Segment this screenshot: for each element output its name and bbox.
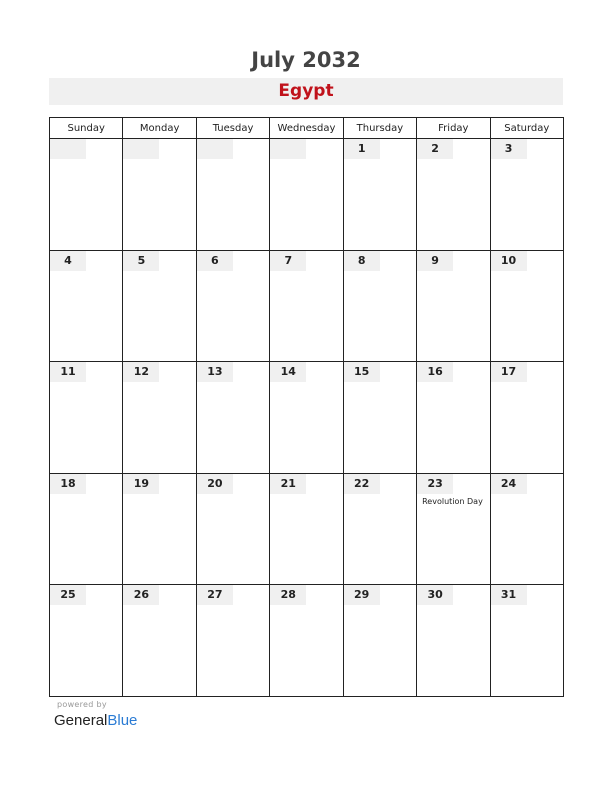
day-number: 28 bbox=[270, 585, 306, 605]
day-cell bbox=[490, 585, 563, 697]
calendar-grid bbox=[49, 117, 564, 697]
day-number: 10 bbox=[491, 251, 527, 271]
day-cell bbox=[50, 585, 123, 697]
day-number bbox=[50, 139, 86, 159]
day-number: 6 bbox=[197, 251, 233, 271]
day-number: 30 bbox=[417, 585, 453, 605]
day-number: 14 bbox=[270, 362, 306, 382]
day-cell bbox=[490, 362, 563, 474]
day-number bbox=[270, 139, 306, 159]
day-number: 23 bbox=[417, 474, 453, 494]
day-number: 31 bbox=[491, 585, 527, 605]
day-number: 11 bbox=[50, 362, 86, 382]
day-number: 21 bbox=[270, 474, 306, 494]
day-number: 4 bbox=[50, 251, 86, 271]
day-cell bbox=[196, 139, 269, 251]
day-number: 13 bbox=[197, 362, 233, 382]
week-row bbox=[50, 250, 564, 362]
country-name: Egypt bbox=[49, 78, 563, 105]
day-cell bbox=[417, 250, 490, 362]
day-cell bbox=[50, 250, 123, 362]
day-number: 17 bbox=[491, 362, 527, 382]
day-cell bbox=[270, 473, 343, 585]
weekday-monday: Monday bbox=[123, 118, 196, 139]
weekday-sunday: Sunday bbox=[50, 118, 123, 139]
day-number: 8 bbox=[344, 251, 380, 271]
day-cell bbox=[196, 250, 269, 362]
day-cell bbox=[417, 473, 490, 585]
day-cell bbox=[343, 585, 416, 697]
holiday-label: Revolution Day bbox=[422, 496, 483, 506]
day-number: 25 bbox=[50, 585, 86, 605]
weekday-thursday: Thursday bbox=[343, 118, 416, 139]
weekday-tuesday: Tuesday bbox=[196, 118, 269, 139]
day-cell bbox=[343, 139, 416, 251]
weekday-friday: Friday bbox=[417, 118, 490, 139]
day-number: 5 bbox=[123, 251, 159, 271]
day-number: 29 bbox=[344, 585, 380, 605]
day-cell bbox=[50, 139, 123, 251]
day-number: 19 bbox=[123, 474, 159, 494]
day-number bbox=[197, 139, 233, 159]
day-cell bbox=[490, 473, 563, 585]
day-cell bbox=[417, 362, 490, 474]
logo-general: General bbox=[54, 712, 108, 729]
day-number: 16 bbox=[417, 362, 453, 382]
day-number: 24 bbox=[491, 474, 527, 494]
logo-blue: Blue bbox=[107, 712, 138, 729]
day-cell bbox=[50, 362, 123, 474]
day-cell bbox=[196, 585, 269, 697]
weekday-header-row bbox=[50, 118, 564, 139]
generalblue-logo bbox=[54, 712, 137, 729]
day-number: 18 bbox=[50, 474, 86, 494]
week-row bbox=[50, 362, 564, 474]
week-row bbox=[50, 139, 564, 251]
powered-by-text: powered by bbox=[57, 700, 107, 709]
weekday-saturday: Saturday bbox=[490, 118, 563, 139]
day-cell bbox=[343, 250, 416, 362]
day-cell bbox=[123, 250, 196, 362]
day-number: 3 bbox=[491, 139, 527, 159]
day-cell bbox=[417, 139, 490, 251]
day-number: 27 bbox=[197, 585, 233, 605]
day-number: 1 bbox=[344, 139, 380, 159]
day-cell bbox=[123, 473, 196, 585]
day-number bbox=[123, 139, 159, 159]
day-cell bbox=[270, 250, 343, 362]
weekday-wednesday: Wednesday bbox=[270, 118, 343, 139]
day-number: 15 bbox=[344, 362, 380, 382]
day-cell bbox=[50, 473, 123, 585]
day-cell bbox=[123, 585, 196, 697]
day-number: 7 bbox=[270, 251, 306, 271]
calendar-title: July 2032 bbox=[251, 48, 361, 72]
day-cell bbox=[490, 250, 563, 362]
week-row bbox=[50, 473, 564, 585]
day-number: 9 bbox=[417, 251, 453, 271]
day-number: 2 bbox=[417, 139, 453, 159]
day-number: 26 bbox=[123, 585, 159, 605]
day-number: 12 bbox=[123, 362, 159, 382]
day-cell bbox=[270, 139, 343, 251]
day-cell bbox=[123, 362, 196, 474]
day-cell bbox=[343, 362, 416, 474]
day-cell bbox=[270, 585, 343, 697]
week-row bbox=[50, 585, 564, 697]
day-cell bbox=[196, 362, 269, 474]
day-cell bbox=[417, 585, 490, 697]
day-cell bbox=[270, 362, 343, 474]
day-cell bbox=[343, 473, 416, 585]
day-cell bbox=[123, 139, 196, 251]
day-cell bbox=[490, 139, 563, 251]
day-number: 20 bbox=[197, 474, 233, 494]
day-number: 22 bbox=[344, 474, 380, 494]
day-cell bbox=[196, 473, 269, 585]
